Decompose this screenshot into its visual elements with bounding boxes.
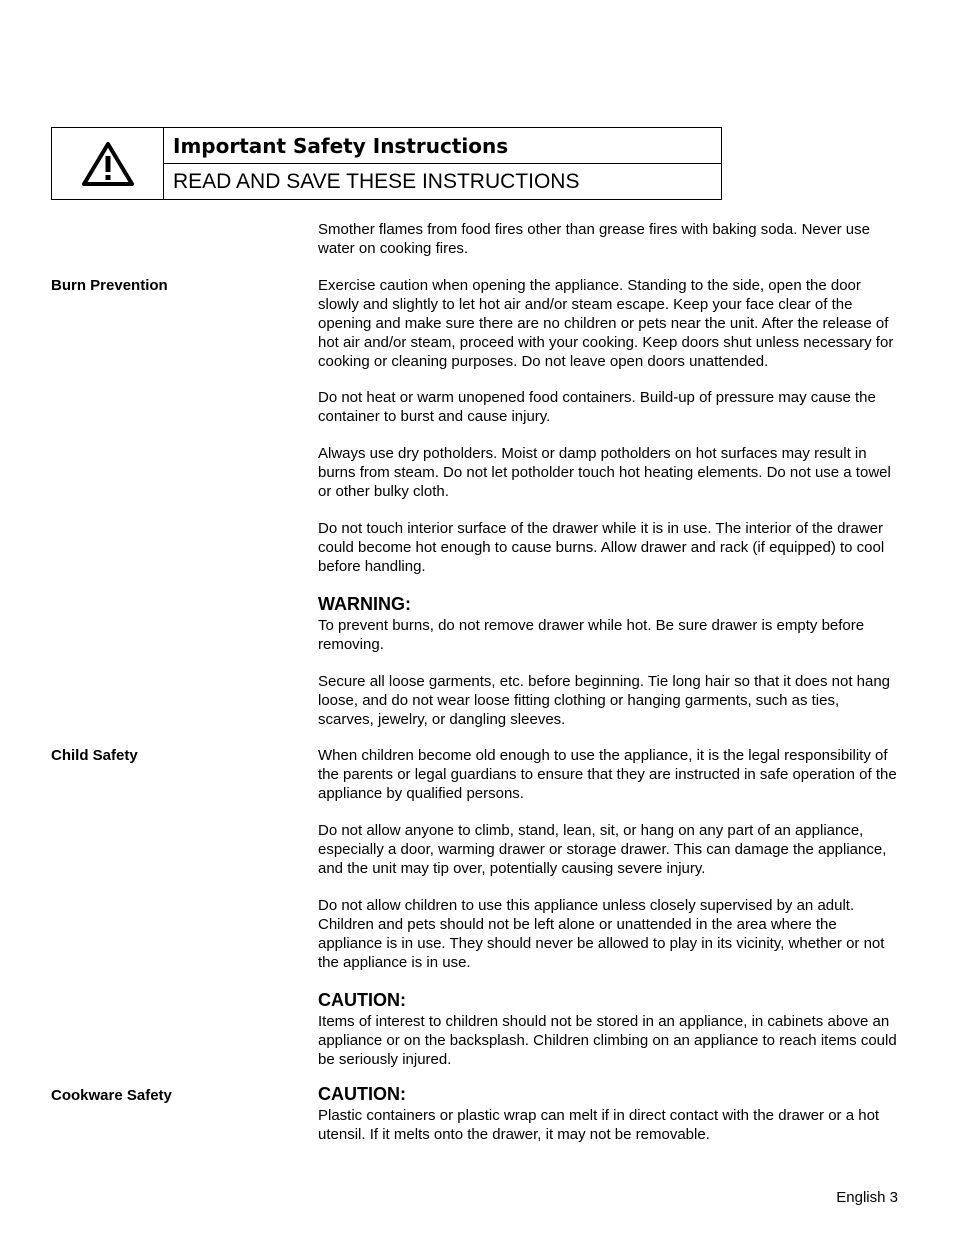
paragraph-opening-caution: Exercise caution when opening the appliance. Standing to the side, open the door slowly and slightly to let hot air and/or steam escape. Keep your face clear of the opening and make sure there are no children or pets near the unit. After the release of hot air and/or steam, proceed with your cooking. Keep doors shut unless necessary for cooking or cleaning purposes. Do not leave open doors unattended. bbox=[318, 277, 894, 370]
page-number: English 3 bbox=[836, 1189, 898, 1206]
section-label-child-safety: Child Safety bbox=[51, 747, 138, 764]
section-label-burn-prevention: Burn Prevention bbox=[51, 277, 168, 294]
safety-header bbox=[51, 127, 722, 200]
paragraph-unopened-containers: Do not heat or warm unopened food containers. Build-up of pressure may cause the container to burst and cause injury. bbox=[318, 389, 876, 425]
paragraph-smother-flames: Smother flames from food fires other than grease fires with baking soda. Never use water on cooking fires. bbox=[318, 221, 870, 257]
caution-heading-cookware: CAUTION: bbox=[318, 1084, 406, 1104]
warning-heading: WARNING: bbox=[318, 594, 411, 614]
paragraph-drawer-interior: Do not touch interior surface of the drawer while it is in use. The interior of the drawer could become hot enough to cause burns. Allow drawer and rack (if equipped) to cool before handling. bbox=[318, 520, 885, 575]
warning-triangle-icon bbox=[52, 128, 164, 199]
paragraph-no-climbing: Do not allow anyone to climb, stand, lean, sit, or hang on any part of an appliance, especially a door, warming drawer or storage drawer. This can damage the appliance, and the unit may tip over, potentially causing severe injury. bbox=[318, 822, 887, 877]
section-label-cookware-safety: Cookware Safety bbox=[51, 1087, 172, 1104]
page-title: Important Safety Instructions bbox=[164, 128, 721, 164]
paragraph-items-of-interest: Items of interest to children should not be stored in an appliance, in cabinets above an appliance or on the backsplash. Children climbing on an appliance to reach items could be seriously injured. bbox=[318, 1013, 897, 1068]
paragraph-children-responsibility: When children become old enough to use the appliance, it is the legal responsibility of the parents or legal guardians to ensure that they are instructed in safe operation of the appliance by qualified persons. bbox=[318, 747, 897, 802]
paragraph-supervision: Do not allow children to use this appliance unless closely supervised by an adult. Children and pets should not be left alone or unattended in the area where the appliance is in use. They should never be allowed to play in its vicinity, whether or not the appliance is in use. bbox=[318, 897, 885, 971]
page-subtitle: READ AND SAVE THESE INSTRUCTIONS bbox=[173, 169, 580, 193]
caution-heading-children: CAUTION: bbox=[318, 990, 406, 1010]
paragraph-warning-burns: To prevent burns, do not remove drawer while hot. Be sure drawer is empty before removing. bbox=[318, 617, 865, 653]
paragraph-plastic-containers: Plastic containers or plastic wrap can melt if in direct contact with the drawer or a hot utensil. If it melts onto the drawer, it may not be removable. bbox=[318, 1107, 880, 1143]
paragraph-loose-garments: Secure all loose garments, etc. before beginning. Tie long hair so that it does not hang loose, and do not wear loose fitting clothing or hanging garments, such as ties, scarves, jewelry, or dangling sleeves. bbox=[318, 673, 891, 728]
paragraph-dry-potholders: Always use dry potholders. Moist or damp potholders on hot surfaces may result in burns from steam. Do not let potholder touch hot heating elements. Do not use a towel or other bulky cloth. bbox=[318, 445, 891, 500]
